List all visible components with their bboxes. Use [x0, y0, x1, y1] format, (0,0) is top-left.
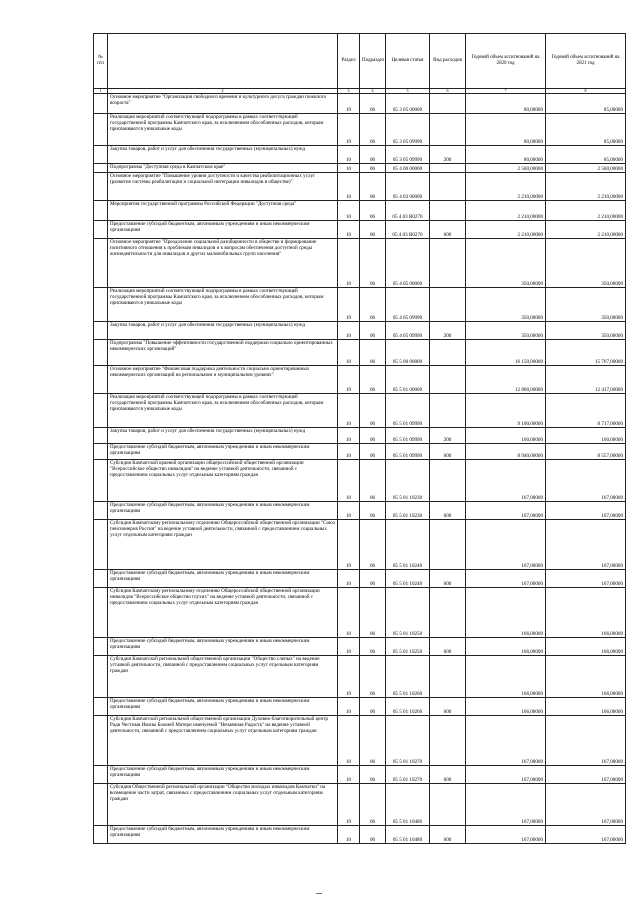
row-amount-2021: 167,00000 — [546, 460, 626, 502]
row-number — [94, 588, 108, 638]
row-number — [94, 394, 108, 428]
row-amount-2021: 167,00000 — [546, 826, 626, 844]
row-amount-2020: 166,00000 — [466, 698, 546, 716]
row-target-article: 05 5 01 10250 — [386, 588, 430, 638]
row-number — [94, 201, 108, 221]
table-row — [94, 638, 626, 656]
row-number — [94, 173, 108, 201]
table-row — [94, 239, 626, 288]
header-podrazdel: Подраздел — [360, 34, 386, 89]
row-amount-2021: 166,00000 — [546, 638, 626, 656]
row-amount-2021: 350,00000 — [546, 322, 626, 340]
row-amount-2021: 8 717,00000 — [546, 394, 626, 428]
row-target-article: 05 5 01 10230 — [386, 502, 430, 520]
row-podrazdel: 06 — [360, 784, 386, 826]
header-target-article: Целевая статья — [386, 34, 430, 89]
row-name: Субсидия Общественной региональной организации "Общество молодых инвалидов Камчатки" на возмещение части затрат, связанных с предоставлением социальных услуг отдельным категориям граждан — [108, 784, 338, 826]
table-row — [94, 444, 626, 460]
row-name: Предоставление субсидий бюджетным, автономным учреждениям и иным некоммерческим организациям — [108, 502, 338, 520]
row-podrazdel: 06 — [360, 656, 386, 698]
row-amount-2020: 2 560,00000 — [466, 164, 546, 173]
row-expense-type: 600 — [430, 698, 466, 716]
row-number — [94, 340, 108, 366]
table-row — [94, 520, 626, 570]
header-name — [108, 34, 338, 89]
row-amount-2021: 167,00000 — [546, 716, 626, 766]
table-row — [94, 340, 626, 366]
row-amount-2021: 85,00000 — [546, 94, 626, 114]
row-target-article: 05 5 01 10240 — [386, 520, 430, 570]
row-target-article: 05 5 01 10260 — [386, 656, 430, 698]
row-razdel: 10 — [338, 221, 360, 239]
table-row — [94, 826, 626, 844]
row-amount-2020: 350,00000 — [466, 239, 546, 288]
row-amount-2021: 350,00000 — [546, 288, 626, 322]
row-target-article: 05 5 01 09990 — [386, 394, 430, 428]
table-row — [94, 698, 626, 716]
row-amount-2021: 167,00000 — [546, 520, 626, 570]
row-amount-2020: 167,00000 — [466, 570, 546, 588]
row-number — [94, 784, 108, 826]
row-target-article: 05 4 03 R0270 — [386, 221, 430, 239]
row-number — [94, 520, 108, 570]
row-podrazdel: 06 — [360, 394, 386, 428]
row-target-article: 05 4 03 00000 — [386, 173, 430, 201]
table-row — [94, 716, 626, 766]
table-row — [94, 114, 626, 146]
row-expense-type: 600 — [430, 826, 466, 844]
row-expense-type — [430, 94, 466, 114]
row-podrazdel: 06 — [360, 766, 386, 784]
row-razdel: 10 — [338, 520, 360, 570]
row-expense-type — [430, 366, 466, 394]
row-target-article: 05 4 05 09990 — [386, 288, 430, 322]
row-number — [94, 570, 108, 588]
row-amount-2020: 167,00000 — [466, 784, 546, 826]
table-row — [94, 221, 626, 239]
header-expense-type: Вид расходов — [430, 34, 466, 89]
row-number — [94, 428, 108, 444]
row-razdel: 10 — [338, 201, 360, 221]
row-amount-2021: 12 417,00000 — [546, 366, 626, 394]
row-razdel: 10 — [338, 588, 360, 638]
row-expense-type — [430, 520, 466, 570]
row-number — [94, 766, 108, 784]
table-body — [94, 94, 626, 844]
row-podrazdel: 06 — [360, 502, 386, 520]
table-row — [94, 460, 626, 502]
row-number — [94, 460, 108, 502]
row-podrazdel: 06 — [360, 520, 386, 570]
row-number — [94, 366, 108, 394]
row-razdel: 10 — [338, 366, 360, 394]
row-expense-type — [430, 656, 466, 698]
row-razdel: 10 — [338, 239, 360, 288]
row-target-article: 05 5 01 09990 — [386, 428, 430, 444]
column-number: 6 — [430, 89, 466, 94]
table-row — [94, 588, 626, 638]
page-footer-mark — [316, 893, 322, 894]
row-target-article: 05 4 00 00000 — [386, 164, 430, 173]
row-number — [94, 826, 108, 844]
row-expense-type — [430, 588, 466, 638]
table-row — [94, 784, 626, 826]
row-podrazdel: 06 — [360, 588, 386, 638]
row-number — [94, 698, 108, 716]
row-amount-2020: 166,00000 — [466, 638, 546, 656]
row-number — [94, 164, 108, 173]
row-target-article: 05 5 01 09990 — [386, 444, 430, 460]
row-podrazdel: 06 — [360, 146, 386, 164]
table-row — [94, 288, 626, 322]
row-target-article: 05 4 05 00000 — [386, 239, 430, 288]
row-podrazdel: 06 — [360, 444, 386, 460]
row-podrazdel: 06 — [360, 288, 386, 322]
row-name: Основное мероприятие "Организация свободного времени и культурного досуга граждан пожилого возраста" — [108, 94, 338, 114]
row-expense-type — [430, 394, 466, 428]
row-name: Предоставление субсидий бюджетным, автономным учреждениям и иным некоммерческим организациям — [108, 638, 338, 656]
row-expense-type: 200 — [430, 322, 466, 340]
row-name: Реализация мероприятий соответствующей подпрограммы в рамках соответствующей государственной программы Камчатского края, за исключением обособленных расходов, которым присваиваются уникальные коды — [108, 394, 338, 428]
row-amount-2021: 2 210,00000 — [546, 173, 626, 201]
row-amount-2021: 350,00000 — [546, 239, 626, 288]
row-expense-type — [430, 716, 466, 766]
row-razdel: 10 — [338, 428, 360, 444]
row-amount-2021: 15 767,00000 — [546, 340, 626, 366]
row-number — [94, 288, 108, 322]
row-number — [94, 94, 108, 114]
row-podrazdel: 06 — [360, 239, 386, 288]
row-amount-2021: 2 210,00000 — [546, 221, 626, 239]
row-name: Реализация мероприятий соответствующей подпрограммы в рамках соответствующей государственной программы Камчатского края, за исключением обособленных расходов, которым присваиваются уникальные коды — [108, 288, 338, 322]
row-amount-2020: 160,00000 — [466, 428, 546, 444]
row-target-article: 05 5 01 10270 — [386, 766, 430, 784]
table-row — [94, 201, 626, 221]
row-target-article: 05 5 00 00000 — [386, 340, 430, 366]
row-name: Закупка товаров, работ и услуг для обеспечения государственных (муниципальных) нужд — [108, 146, 338, 164]
row-expense-type: 600 — [430, 502, 466, 520]
row-name: Предоставление субсидий бюджетным, автономным учреждениям и иным некоммерческим организациям — [108, 570, 338, 588]
table-row — [94, 428, 626, 444]
row-expense-type — [430, 239, 466, 288]
row-amount-2021: 167,00000 — [546, 570, 626, 588]
row-amount-2020: 80,00000 — [466, 94, 546, 114]
row-podrazdel: 06 — [360, 638, 386, 656]
row-razdel: 10 — [338, 638, 360, 656]
row-name: Предоставление субсидий бюджетным, автономным учреждениям и иным некоммерческим организациям — [108, 698, 338, 716]
table-row — [94, 766, 626, 784]
row-name: Основное мероприятие "Финансовая поддержка деятельности социально ориентированных некоммерческих организаций на региональном и муниципальном уровнях" — [108, 366, 338, 394]
row-target-article: 05 4 05 09990 — [386, 322, 430, 340]
row-razdel: 10 — [338, 288, 360, 322]
row-number — [94, 114, 108, 146]
row-podrazdel: 06 — [360, 94, 386, 114]
row-name: Основное мероприятие "Повышение уровня доступности и качества реабилитационных услуг (развитие системы реабилитации и социальной интеграции инвалидов в обществе)" — [108, 173, 338, 201]
table-row — [94, 164, 626, 173]
row-expense-type — [430, 173, 466, 201]
row-number — [94, 221, 108, 239]
table-row — [94, 94, 626, 114]
row-expense-type: 200 — [430, 146, 466, 164]
row-target-article: 05 5 01 10250 — [386, 638, 430, 656]
row-razdel: 10 — [338, 766, 360, 784]
row-amount-2020: 80,00000 — [466, 146, 546, 164]
row-amount-2020: 9 100,00000 — [466, 394, 546, 428]
row-amount-2021: 166,00000 — [546, 656, 626, 698]
row-name: Основное мероприятие "Преодоление социальной разобщенности в обществе и формирование позитивного отношения к проблемам инвалидов и к вопросам обеспечения доступной среды жизнедеятельности для инвалидов и других маломобильных групп населения" — [108, 239, 338, 288]
row-podrazdel: 06 — [360, 428, 386, 444]
column-number: 3 — [338, 89, 360, 94]
row-amount-2020: 80,00000 — [466, 114, 546, 146]
row-amount-2020: 166,00000 — [466, 656, 546, 698]
row-number — [94, 716, 108, 766]
row-amount-2021: 2 210,00000 — [546, 201, 626, 221]
row-number — [94, 146, 108, 164]
budget-table-page — [93, 33, 625, 844]
row-razdel: 10 — [338, 114, 360, 146]
row-razdel: 10 — [338, 146, 360, 164]
column-number: 7 — [466, 89, 546, 94]
row-name: Предоставление субсидий бюджетным, автономным учреждениям и иным некоммерческим организациям — [108, 221, 338, 239]
row-razdel: 10 — [338, 340, 360, 366]
row-number — [94, 322, 108, 340]
header-number: № п/п — [94, 34, 108, 89]
row-name: Субсидия Камчатскому региональному отделению Общероссийской общественной организации инвалидов "Всероссийское общество глухих" на ведение уставной деятельности, связанной с предоставлением социальных услуг отдельным категориям граждан — [108, 588, 338, 638]
table-header — [94, 34, 626, 94]
row-amount-2021: 166,00000 — [546, 588, 626, 638]
row-amount-2021: 8 557,00000 — [546, 444, 626, 460]
row-amount-2020: 350,00000 — [466, 322, 546, 340]
row-name: Закупка товаров, работ и услуг для обеспечения государственных (муниципальных) нужд — [108, 428, 338, 444]
row-razdel: 10 — [338, 173, 360, 201]
table-row — [94, 656, 626, 698]
row-target-article: 05 4 03 R0270 — [386, 201, 430, 221]
row-podrazdel: 06 — [360, 366, 386, 394]
row-expense-type — [430, 288, 466, 322]
row-target-article: 05 5 01 00000 — [386, 366, 430, 394]
row-amount-2020: 2 210,00000 — [466, 173, 546, 201]
row-amount-2020: 167,00000 — [466, 716, 546, 766]
row-number — [94, 444, 108, 460]
row-razdel: 10 — [338, 94, 360, 114]
row-amount-2021: 160,00000 — [546, 428, 626, 444]
table-row — [94, 366, 626, 394]
table-row — [94, 394, 626, 428]
row-target-article: 05 5 01 10260 — [386, 698, 430, 716]
row-amount-2020: 167,00000 — [466, 766, 546, 784]
row-podrazdel: 06 — [360, 340, 386, 366]
row-name: Подпрограмма "Доступная среда в Камчатском крае" — [108, 164, 338, 173]
column-number: 8 — [546, 89, 626, 94]
row-amount-2021: 167,00000 — [546, 766, 626, 784]
row-expense-type: 200 — [430, 428, 466, 444]
row-amount-2021: 85,00000 — [546, 146, 626, 164]
row-amount-2020: 8 940,00000 — [466, 444, 546, 460]
table-row — [94, 173, 626, 201]
row-name: Мероприятия государственной программы Российской Федерации "Доступная среда" — [108, 201, 338, 221]
row-podrazdel: 06 — [360, 164, 386, 173]
row-name: Субсидия Камчатской региональной общественной организации "Общество слепых" на ведение уставной деятельности, связанной с предоставлением социальных услуг отдельным категориям граждан — [108, 656, 338, 698]
row-number — [94, 638, 108, 656]
row-razdel: 10 — [338, 826, 360, 844]
row-amount-2021: 167,00000 — [546, 502, 626, 520]
row-amount-2020: 12 800,00000 — [466, 366, 546, 394]
budget-allocation-table — [93, 33, 626, 844]
row-razdel: 10 — [338, 460, 360, 502]
row-razdel: 10 — [338, 394, 360, 428]
row-target-article: 05 3 05 00000 — [386, 94, 430, 114]
column-number: 1 — [94, 89, 108, 94]
table-row — [94, 322, 626, 340]
row-expense-type: 600 — [430, 221, 466, 239]
row-target-article: 05 5 01 10270 — [386, 716, 430, 766]
row-expense-type: 600 — [430, 766, 466, 784]
row-razdel: 10 — [338, 570, 360, 588]
row-amount-2020: 2 210,00000 — [466, 201, 546, 221]
row-amount-2020: 167,00000 — [466, 520, 546, 570]
table-row — [94, 146, 626, 164]
row-expense-type — [430, 460, 466, 502]
row-amount-2020: 167,00000 — [466, 502, 546, 520]
table-row — [94, 502, 626, 520]
row-podrazdel: 06 — [360, 826, 386, 844]
row-podrazdel: 06 — [360, 698, 386, 716]
row-amount-2020: 2 210,00000 — [466, 221, 546, 239]
row-target-article: 05 5 01 10230 — [386, 460, 430, 502]
row-name: Субсидия Камчатскому региональному отделению Общероссийской общественной организации "Союз пенсионеров России" на ведение уставной деятельности, связанной с предоставлением социальных услуг отдельным категориям граждан — [108, 520, 338, 570]
row-razdel: 10 — [338, 322, 360, 340]
row-expense-type: 600 — [430, 570, 466, 588]
row-name: Закупка товаров, работ и услуг для обеспечения государственных (муниципальных) нужд — [108, 322, 338, 340]
row-name: Реализация мероприятий соответствующей подпрограммы в рамках соответствующей государственной программы Камчатского края, за исключением обособленных расходов, которым присваиваются уникальные коды — [108, 114, 338, 146]
row-podrazdel: 06 — [360, 221, 386, 239]
row-amount-2020: 167,00000 — [466, 826, 546, 844]
row-amount-2021: 2 560,00000 — [546, 164, 626, 173]
row-target-article: 05 5 01 10480 — [386, 784, 430, 826]
row-podrazdel: 06 — [360, 114, 386, 146]
header-year-2021: Годовой объем ассигнований на 2021 год — [546, 34, 626, 89]
row-razdel: 10 — [338, 164, 360, 173]
row-razdel: 10 — [338, 698, 360, 716]
row-name: Предоставление субсидий бюджетным, автономным учреждениям и иным некоммерческим организациям — [108, 766, 338, 784]
row-expense-type — [430, 164, 466, 173]
row-expense-type — [430, 784, 466, 826]
row-razdel: 10 — [338, 444, 360, 460]
row-expense-type — [430, 114, 466, 146]
row-podrazdel: 06 — [360, 322, 386, 340]
row-amount-2020: 350,00000 — [466, 288, 546, 322]
row-expense-type: 600 — [430, 444, 466, 460]
row-name: Подпрограмма "Повышение эффективности государственной поддержки социально ориентированных некоммерческих организаций" — [108, 340, 338, 366]
row-target-article: 05 3 05 09990 — [386, 114, 430, 146]
row-amount-2021: 167,00000 — [546, 784, 626, 826]
header-razdel: Раздел — [338, 34, 360, 89]
row-name: Субсидия Камчатской краевой организации общероссийской общественной организации "Всероссийское общество инвалидов" на ведение уставной деятельности, связанной с предоставлением социальных услуг отдельным категориям граждан — [108, 460, 338, 502]
row-name: Предоставление субсидий бюджетным, автономным учреждениям и иным некоммерческим организациям — [108, 444, 338, 460]
row-target-article: 05 5 01 10480 — [386, 826, 430, 844]
row-number — [94, 656, 108, 698]
row-target-article: 05 5 01 10240 — [386, 570, 430, 588]
row-number — [94, 502, 108, 520]
table-row — [94, 570, 626, 588]
column-number: 4 — [360, 89, 386, 94]
column-number: 5 — [386, 89, 430, 94]
row-amount-2020: 167,00000 — [466, 460, 546, 502]
row-amount-2021: 166,00000 — [546, 698, 626, 716]
row-amount-2020: 16 150,00000 — [466, 340, 546, 366]
row-number — [94, 239, 108, 288]
row-razdel: 10 — [338, 716, 360, 766]
row-expense-type — [430, 340, 466, 366]
row-target-article: 05 3 05 09990 — [386, 146, 430, 164]
row-razdel: 10 — [338, 784, 360, 826]
row-podrazdel: 06 — [360, 460, 386, 502]
row-podrazdel: 06 — [360, 201, 386, 221]
row-podrazdel: 06 — [360, 570, 386, 588]
row-expense-type — [430, 201, 466, 221]
row-razdel: 10 — [338, 502, 360, 520]
row-podrazdel: 06 — [360, 716, 386, 766]
row-expense-type: 600 — [430, 638, 466, 656]
row-podrazdel: 06 — [360, 173, 386, 201]
row-name: Предоставление субсидий бюджетным, автономным учреждениям и иным некоммерческим организациям — [108, 826, 338, 844]
column-number: 2 — [108, 89, 338, 94]
header-year-2020: Годовой объем ассигнований на 2020 год — [466, 34, 546, 89]
row-razdel: 10 — [338, 656, 360, 698]
row-amount-2021: 85,00000 — [546, 114, 626, 146]
row-amount-2020: 166,00000 — [466, 588, 546, 638]
row-name: Субсидия Камчатской региональной общественной организации Духовно-благотворительный центр Ради Честныя Иконы Божией Матери именуемой "Нечаянная Радость" на ведение уставной деятельности, связанной с предоставлением социальных услуг отдельным категориям граждан — [108, 716, 338, 766]
